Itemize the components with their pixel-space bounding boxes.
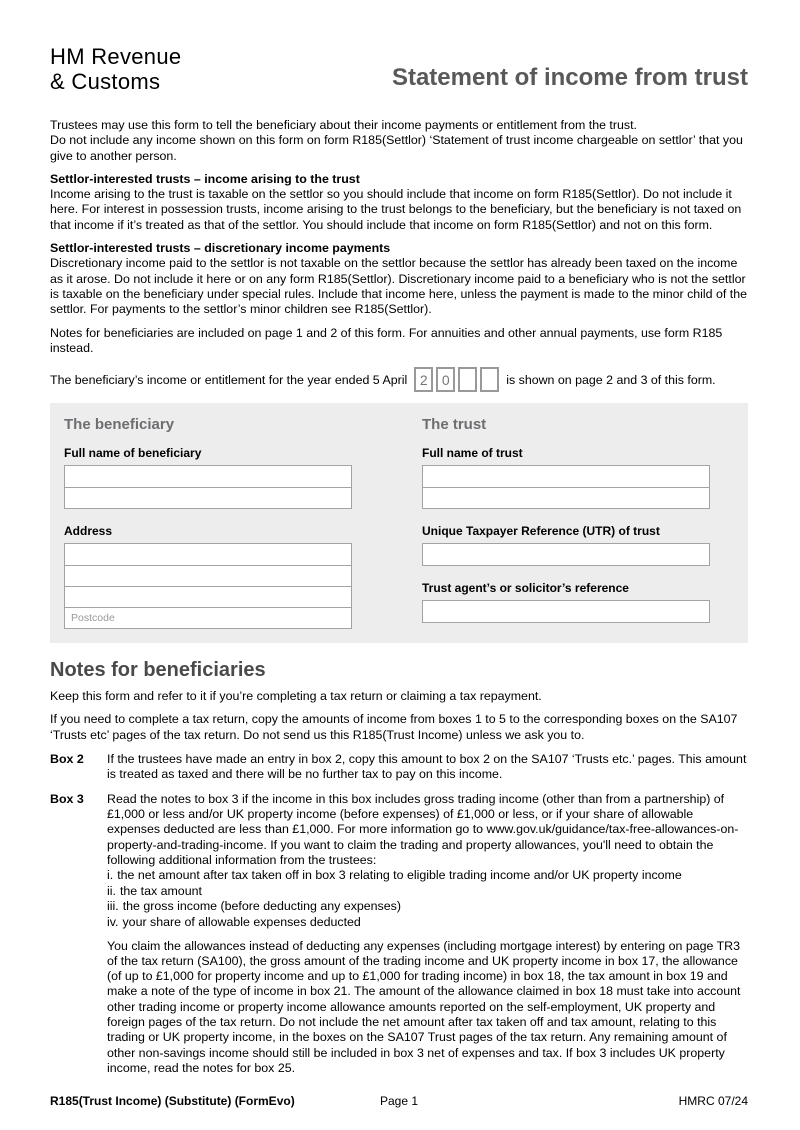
section-body-discretionary: Discretionary income paid to the settlor is not taxable on the settlor because the settlor has already been taxed on the income as it arose. Do not include it here or on any form R185(Settlor). Discretionary income paid to a beneficiary who is not the settlor is taxable on the beneficiary under special rules. Include that income here, unless the payment is made to the minor child of the settlor. For payments to the settlor’s minor children see R185(Settlor). — [50, 256, 748, 317]
notes-pointer-line: Notes for beneficiaries are included on page 1 and 2 of this form. For annuities and other annual payments, use form R185 instead. — [50, 325, 723, 355]
page-footer — [50, 1094, 748, 1108]
intro-line-1: Trustees may use this form to tell the beneficiary about their income payments or entitlement from the trust. — [50, 118, 637, 132]
intro-text — [50, 118, 748, 164]
list-item-text: the tax amount — [119, 883, 202, 898]
postcode-placeholder: Postcode — [71, 612, 115, 625]
box3-roman-list — [107, 868, 748, 930]
trust-name-label: Full name of trust — [422, 446, 523, 461]
trust-agent-ref-line[interactable] — [423, 601, 709, 622]
beneficiary-address-input[interactable] — [64, 543, 352, 629]
list-item-number: iv. — [107, 914, 119, 929]
list-item-text: the net amount after tax taken off in box 3 relating to eligible trading income and/or UK property income — [117, 868, 682, 883]
list-item-text: your share of allowable expenses deducted — [122, 914, 361, 929]
trust-agent-ref-label: Trust agent’s or solicitor’s reference — [422, 581, 629, 596]
list-item — [107, 884, 748, 900]
trust-utr-line[interactable] — [423, 544, 709, 565]
year-digit-box-4[interactable] — [480, 367, 499, 392]
box3-text-2: You claim the allowances instead of deducting any expenses (including mortgage interest) by entering on page TR3 of the tax return (SA100), the gross amount of the trading income and UK property income in box 17, the allowance (of up to £1,000 for property income and up to £1,000 for trading income) in box 18, the tax amount in box 19 and make a note of the type of income in box 21. The amount of the allowance claimed in box 18 must take into account other trading income or property income allowance amounts reported on the self-employment, UK property and foreign pages of the tax return. Do not include the net amount after tax taken off and tax amount, relating to this trading or UK property income, in the boxes on the SA107 Trust pages of the tax return. Any remaining amount of other non-savings income should still be included in box 3 net of expenses and tax. If box 3 includes UK property income, read the notes for box 25. — [107, 938, 741, 1075]
address-line-1[interactable] — [65, 544, 351, 565]
beneficiary-heading: The beneficiary — [64, 416, 175, 434]
beneficiary-address-label: Address — [64, 524, 113, 539]
box3-note — [50, 792, 748, 1077]
section-heading-discretionary: Settlor-interested trusts – discretionary income payments — [50, 241, 391, 256]
box3-text-1: Read the notes to box 3 if the income in this box includes gross trading income (other than from a partnership) of £1,000 or less and/or UK property income (before expenses) of £1,000 or less, or if your share of allowable expenses deducted are less than £1,000. For more information go to www.gov.uk/guidance/tax-free-allowances-on-property-and-trading-income. If you want to claim the trading and property allowances, you'll need to obtain the following additional information from the trustees: — [107, 791, 739, 867]
trust-column — [422, 416, 710, 629]
year-ended-suffix: is shown on page 2 and 3 of this form. — [506, 372, 716, 387]
list-item — [107, 915, 748, 931]
footer-form-reference: R185(Trust Income) (Substitute) (FormEvo) — [50, 1094, 295, 1108]
footer-hmrc-version: HMRC 07/24 — [678, 1094, 748, 1108]
list-item — [107, 899, 748, 915]
trust-name-input[interactable] — [422, 465, 710, 509]
page-header — [50, 44, 748, 94]
trust-name-line-1[interactable] — [423, 466, 709, 487]
footer-page-number: Page 1 — [379, 1094, 419, 1108]
form-title: Statement of income from trust — [391, 64, 748, 91]
hmrc-logo-line2: & Customs — [50, 69, 161, 94]
list-item-number: ii. — [107, 883, 116, 898]
year-digit-box-1: 2 — [414, 367, 433, 392]
year-digit-box-2: 0 — [436, 367, 455, 392]
beneficiary-column — [64, 416, 352, 629]
hmrc-logo-line1: HM Revenue — [50, 44, 182, 69]
trust-name-line-2[interactable] — [423, 487, 709, 508]
notes-paragraph-1: Keep this form and refer to it if you’re completing a tax return or claiming a tax repayment. — [50, 689, 542, 704]
section-body-income-arising: Income arising to the trust is taxable on the settlor so you should include that income on form R185(Settlor). Do not include it here. For interest in possession trusts, income arising to the trust belongs to the beneficiary, but the beneficiary is not taxed on that income if it’s treated as that of the settlor. You should include that income on form R185(Settlor) and not on this form. — [50, 187, 742, 232]
trust-agent-ref-input[interactable] — [422, 600, 710, 623]
notes-heading: Notes for beneficiaries — [50, 659, 266, 682]
address-line-3[interactable] — [65, 586, 351, 607]
list-item-text: the gross income (before deducting any expenses) — [122, 899, 401, 914]
list-item-number: i. — [107, 868, 114, 883]
list-item-number: iii. — [107, 899, 119, 914]
box3-body — [107, 792, 748, 1077]
year-ended-prefix: The beneficiary’s income or entitlement for the year ended 5 April — [50, 372, 408, 387]
address-line-2[interactable] — [65, 565, 351, 586]
box3-label: Box 3 — [50, 791, 84, 806]
year-digit-boxes — [414, 367, 499, 392]
box2-text: If the trustees have made an entry in box 2, copy this amount to box 2 on the SA107 ‘Trusts etc.’ pages. This amount is treated as taxed and there will be no further tax to pay on this income. — [107, 752, 747, 782]
hmrc-logo — [50, 44, 181, 94]
beneficiary-name-label: Full name of beneficiary — [64, 446, 202, 461]
year-digit-box-3[interactable] — [458, 367, 477, 392]
beneficiary-trust-panel — [50, 403, 748, 643]
intro-line-2: Do not include any income shown on this form on form R185(Settlor) ‘Statement of trust income chargeable on settlor’ that you give to another person. — [50, 133, 743, 163]
trust-utr-label: Unique Taxpayer Reference (UTR) of trust — [422, 524, 660, 539]
box2-label: Box 2 — [50, 752, 84, 767]
section-heading-income-arising: Settlor-interested trusts – income arising to the trust — [50, 171, 360, 186]
notes-paragraph-2: If you need to complete a tax return, copy the amounts of income from boxes 1 to 5 to the corresponding boxes on the SA107 ‘Trusts etc’ pages of the tax return. Do not send us this R185(Trust Income) unless we ask you to. — [50, 712, 738, 742]
box2-note — [50, 752, 748, 783]
beneficiary-name-input[interactable] — [64, 465, 352, 509]
beneficiary-name-line-2[interactable] — [65, 487, 351, 508]
trust-heading: The trust — [422, 416, 487, 434]
trust-utr-input[interactable] — [422, 543, 710, 566]
beneficiary-name-line-1[interactable] — [65, 466, 351, 487]
postcode-input[interactable] — [65, 607, 351, 628]
list-item — [107, 868, 748, 884]
year-ended-line — [50, 367, 748, 392]
